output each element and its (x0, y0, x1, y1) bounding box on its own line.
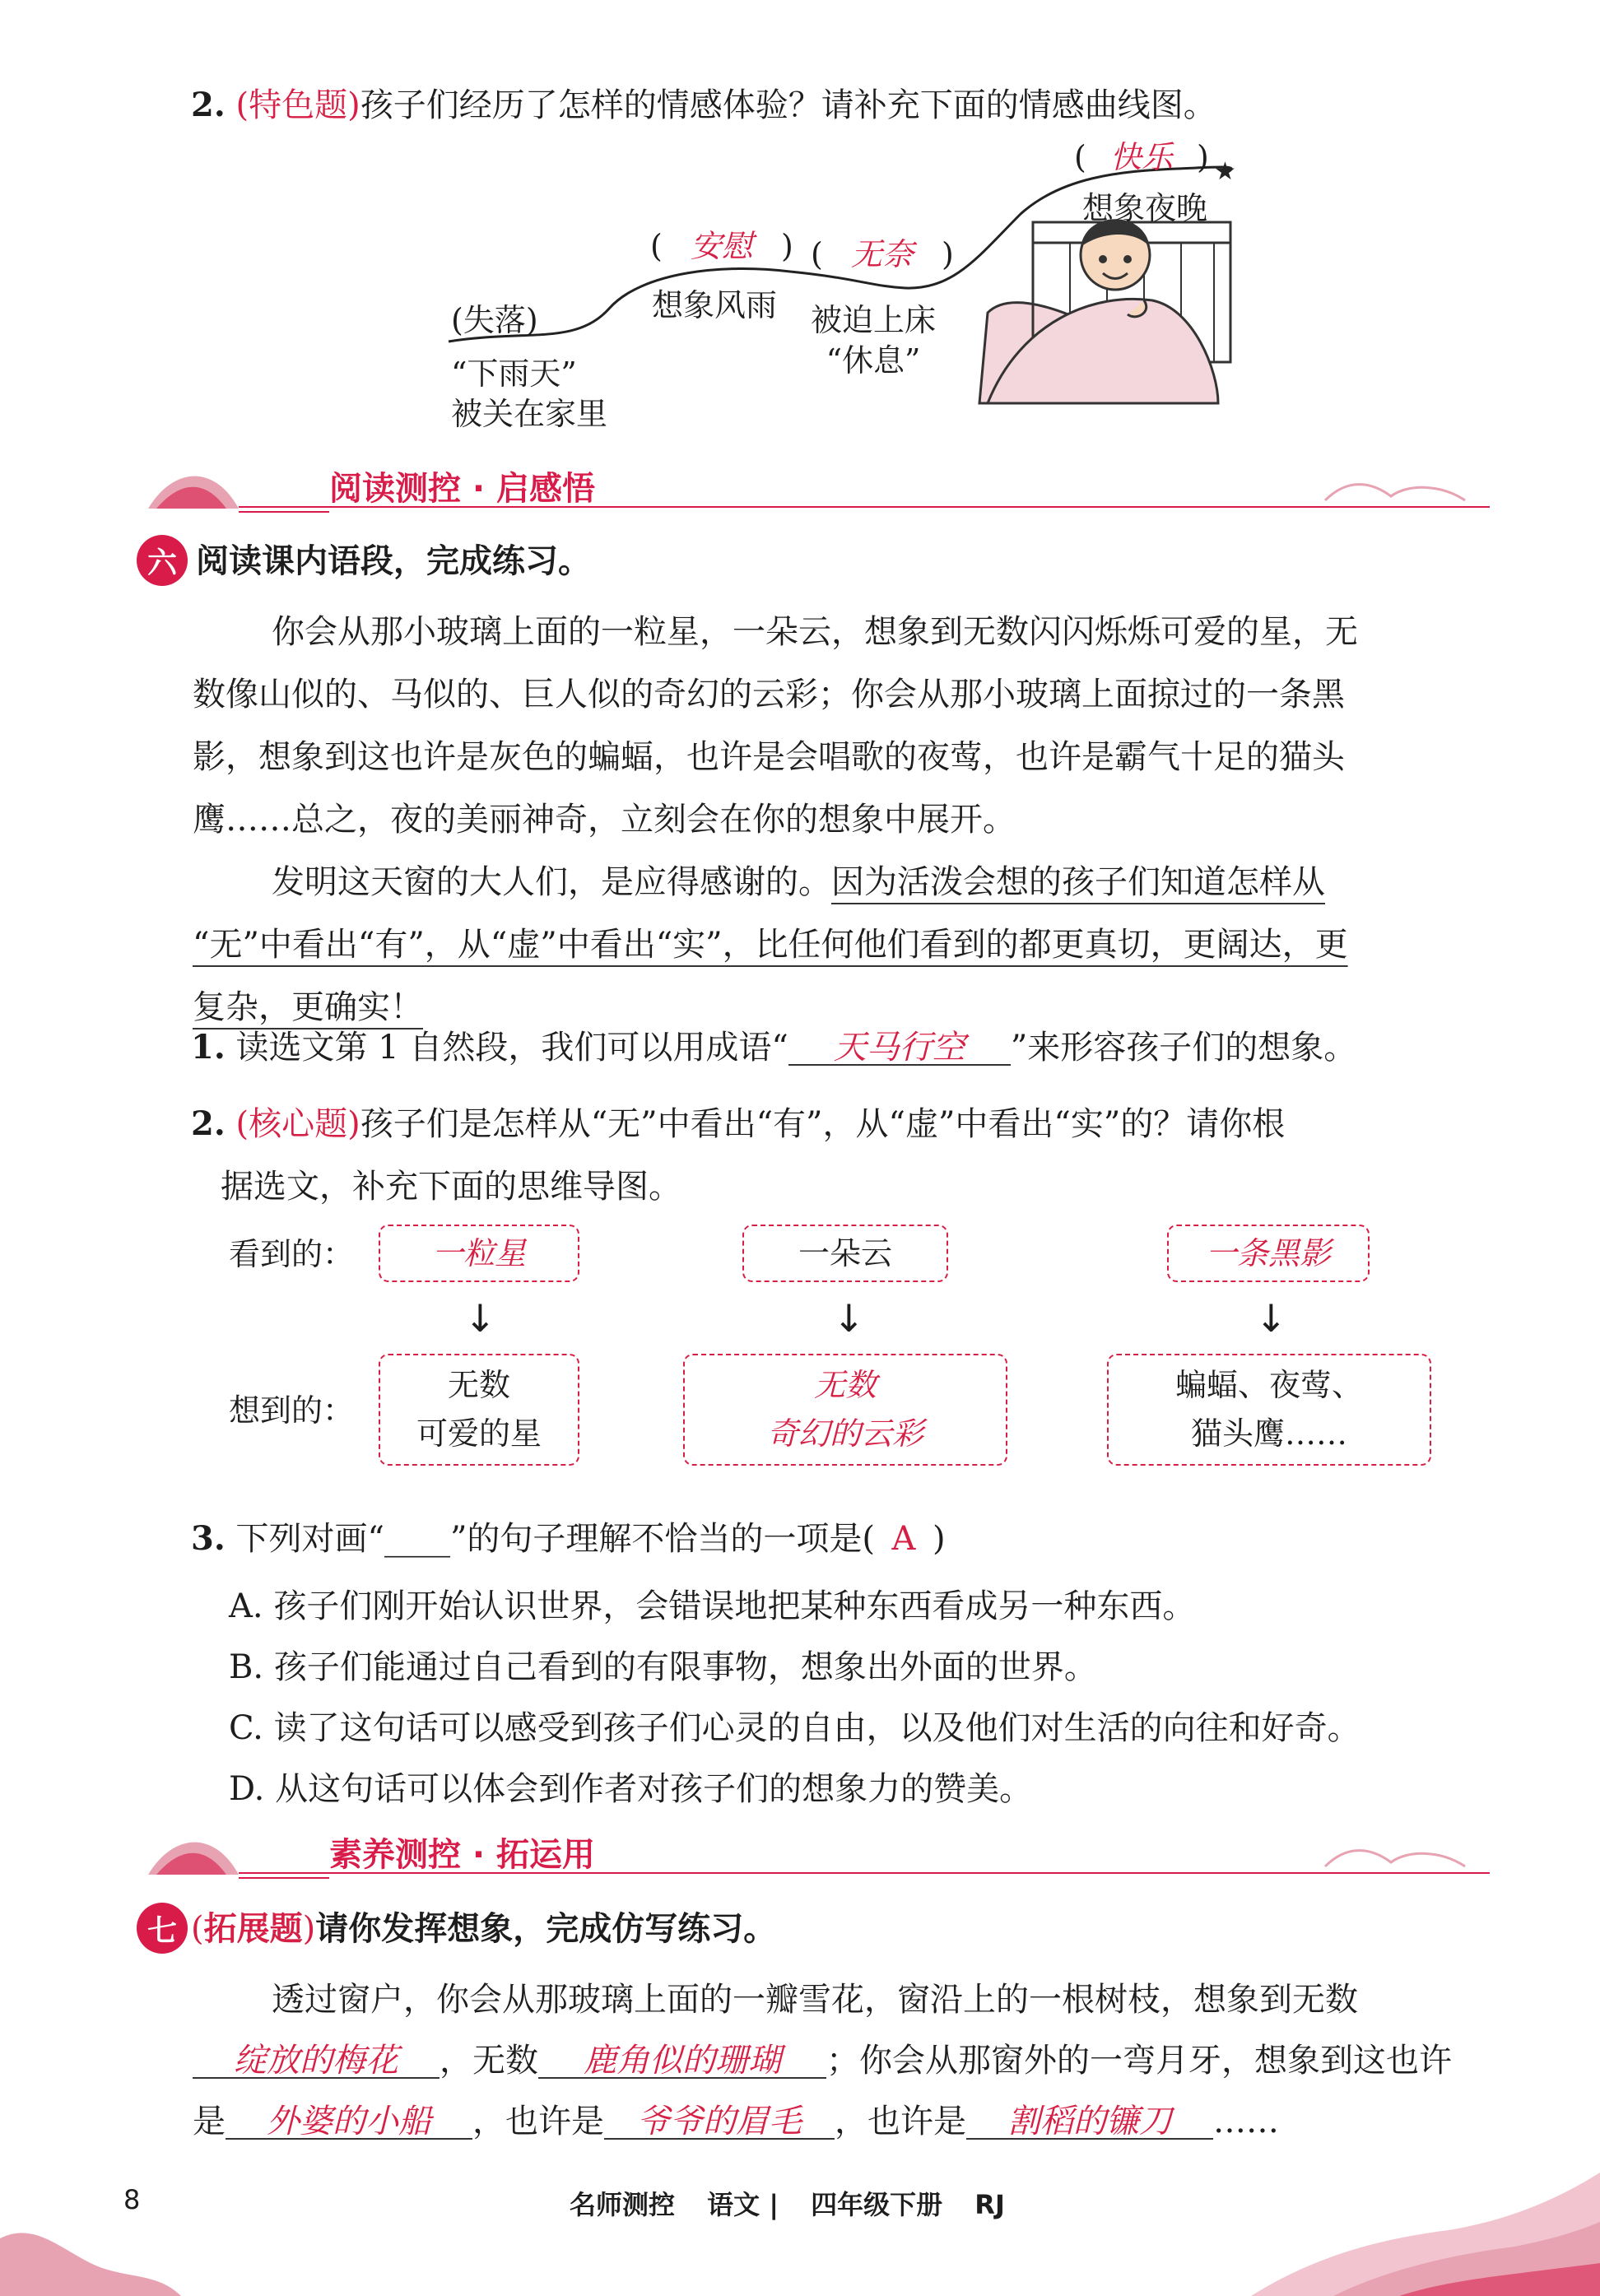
question-number: 2. (191, 86, 226, 124)
q2-top-heading (191, 86, 1216, 124)
section-decoration (123, 451, 1490, 525)
question-text: 据选文，补充下面的思维导图。 (221, 1168, 681, 1206)
thought-box (379, 1354, 579, 1466)
underlined-sentence: “无”中看出“有”，从“虚”中看出“实”，比任何他们看到的都更真切，更阔达，更 (193, 926, 1348, 964)
passage-line (193, 913, 1358, 976)
question-1 (191, 1028, 1357, 1067)
footer-info (570, 2184, 1005, 2222)
seen-box: 一粒星 (379, 1225, 579, 1282)
question-number: 2. (191, 1104, 226, 1143)
imitation-text: 是 (193, 2103, 226, 2140)
question-text: 读选文第 1 自然段，我们可以用成语“ (235, 1029, 788, 1067)
emotion-point-3 (811, 236, 954, 272)
answer-blank: 割稻的镰刀 (966, 2105, 1213, 2140)
event-point-1 (451, 354, 607, 435)
tag-open: ( (191, 1910, 204, 1948)
emotion-answer: 安慰 (690, 228, 753, 264)
paren-open: ( (811, 236, 823, 272)
answer-blank: 绽放的梅花 (193, 2044, 440, 2079)
part7-instruction: 请你发挥想象，完成仿写练习。 (315, 1910, 777, 1948)
emotion-point-4 (1074, 139, 1209, 175)
emotion-curve (0, 123, 1600, 502)
arrow-down: ↓ (464, 1296, 496, 1341)
emotion-label: (失落) (451, 302, 538, 338)
edition: RJ (974, 2189, 1005, 2220)
emotion-point-1 (451, 304, 538, 336)
section-title: 素养测控 · 拓运用 (329, 1836, 596, 1874)
answer-blank: 天马行空 (788, 1031, 1011, 1066)
grade: 四年级下册 (811, 2189, 943, 2220)
question-text: ”的句子理解不恰当的一项是( (449, 1520, 875, 1558)
answer-blank: 鹿角似的珊瑚 (538, 2044, 826, 2079)
section-header-1 (123, 451, 1490, 525)
thought-line: 无数 (447, 1367, 510, 1404)
thought-box (683, 1354, 1007, 1466)
event-line: 想象夜晚 (1082, 190, 1208, 226)
section-header-2 (123, 1817, 1490, 1891)
label-seen: 看到的： (229, 1236, 355, 1272)
question-tag: 拓展题 (203, 1910, 303, 1948)
event-line: 被关在家里 (451, 396, 608, 433)
imitation-text: ，无数 (440, 2042, 538, 2080)
emotion-answer: 快乐 (1109, 139, 1173, 175)
option-c: C. 读了这句话可以感受到孩子们心灵的自由，以及他们对生活的向往和好奇。 (229, 1709, 1360, 1747)
seen-box: 一朵云 (742, 1225, 948, 1282)
underlined-sentence: 复杂，更确实！ (193, 988, 423, 1026)
emotion-answer: 无奈 (850, 236, 914, 272)
passage-line: 影，想象到这也许是灰色的蝙蝠，也许是会唱歌的夜莺，也许是霸气十足的猫头 (193, 738, 1345, 776)
event-point-4 (1082, 190, 1208, 226)
passage-line (193, 851, 1358, 913)
paren-close: ) (781, 228, 793, 264)
imitation-text: …… (1213, 2103, 1279, 2140)
paren-close: ) (1197, 139, 1209, 175)
thought-line: 无数 (813, 1367, 877, 1404)
imitation-text: ；你会从那窗外的一弯月牙，想象到这也许 (826, 2042, 1452, 2080)
question-tag: 特色题 (249, 86, 348, 124)
thought-line: 可爱的星 (416, 1415, 542, 1452)
svg-text:★: ★ (1214, 157, 1236, 186)
answer-blank: 外婆的小船 (226, 2105, 472, 2140)
passage-text: 发明这天窗的大人们，是应得感谢的。 (272, 863, 831, 901)
passage-line: 数像山似的、马似的、巨人似的奇幻的云彩；你会从那小玻璃上面掠过的一条黑 (193, 676, 1345, 713)
tag-open: ( (235, 86, 249, 124)
imitation-text: ，也许是 (835, 2103, 966, 2140)
thought-line: 蝙蝠、夜莺、 (1174, 1367, 1363, 1404)
event-line: 被迫上床 (811, 302, 937, 338)
tag-close: ) (347, 1105, 360, 1143)
passage-line: 你会从那小玻璃上面的一粒星，一朵云，想象到无数闪闪烁烁可爱的星，无 (272, 613, 1358, 651)
question-text: 孩子们是怎样从“无”中看出“有”，从“虚”中看出“实”的？请你根 (360, 1105, 1286, 1143)
brand: 名师测控 (570, 2189, 676, 2220)
answer-blank: 爷爷的眉毛 (604, 2105, 835, 2140)
imitation-line-3 (193, 2105, 1279, 2140)
thought-box (1107, 1354, 1431, 1466)
option-d: D. 从这句话可以体会到作者对孩子们的想象力的赞美。 (229, 1770, 1033, 1808)
blank-sample: ____ (384, 1520, 450, 1558)
imitation-line-1: 透过窗户，你会从那玻璃上面的一瓣雪花，窗沿上的一根树枝，想象到无数 (272, 1981, 1358, 2019)
tag-open: ( (235, 1105, 249, 1143)
event-point-3 (811, 300, 936, 382)
paren-open: ( (1074, 139, 1086, 175)
arrow-down: ↓ (833, 1296, 865, 1341)
emotion-point-2 (650, 230, 793, 262)
section-decoration (123, 1817, 1490, 1891)
question-3 (191, 1519, 946, 1558)
event-point-2 (652, 287, 778, 323)
thought-line: 奇幻的云彩 (766, 1415, 923, 1452)
child-in-bed-illustration (979, 219, 1230, 403)
part-badge: 六 (137, 535, 188, 586)
options (229, 1576, 1360, 1820)
passage-line: 鹰……总之，夜的美丽神奇，立刻会在你的想象中展开。 (193, 801, 1016, 839)
passage (193, 601, 1358, 1039)
separator: | (769, 2189, 779, 2220)
paren-open: ( (650, 228, 663, 264)
underlined-sentence: 因为活泼会想的孩子们知道怎样从 (831, 863, 1325, 901)
question-number: 3. (191, 1519, 226, 1558)
imitation-line-2 (193, 2044, 1452, 2079)
label-thought: 想到的： (229, 1392, 355, 1429)
question-2 (191, 1093, 1285, 1218)
question-text: ”来形容孩子们的想象。 (1010, 1029, 1357, 1067)
part6-instruction: 阅读课内语段，完成练习。 (196, 542, 591, 580)
option-a: A. 孩子们刚开始认识世界，会错误地把某种东西看成另一种东西。 (229, 1587, 1196, 1625)
part-badge: 七 (137, 1903, 188, 1954)
answer: A (891, 1520, 916, 1558)
section-title: 阅读测控 · 启感悟 (329, 470, 596, 508)
event-line: “下雨天” (451, 356, 577, 392)
thought-line: 猫头鹰…… (1190, 1415, 1347, 1452)
question-text: 孩子们经历了怎样的情感体验？请补充下面的情感曲线图。 (360, 86, 1216, 124)
seen-box: 一条黑影 (1167, 1225, 1370, 1282)
page-number: 8 (123, 2184, 141, 2215)
paren-close: ) (933, 1520, 946, 1558)
paren-close: ) (942, 236, 954, 272)
imitation-text: ，也许是 (472, 2103, 604, 2140)
arrow-down: ↓ (1255, 1296, 1287, 1341)
option-b: B. 孩子们能通过自己看到的有限事物，想象出外面的世界。 (229, 1648, 1097, 1686)
question-text: 下列对画“ (235, 1520, 384, 1558)
question-number: 1. (191, 1028, 226, 1067)
question-tag: 核心题 (249, 1105, 348, 1143)
part7-heading (191, 1910, 777, 1948)
tag-close: ) (302, 1910, 316, 1948)
tag-close: ) (347, 86, 360, 124)
event-line: 想象风雨 (652, 287, 778, 323)
event-line: “休息” (826, 342, 921, 379)
subject: 语文 (707, 2189, 760, 2220)
